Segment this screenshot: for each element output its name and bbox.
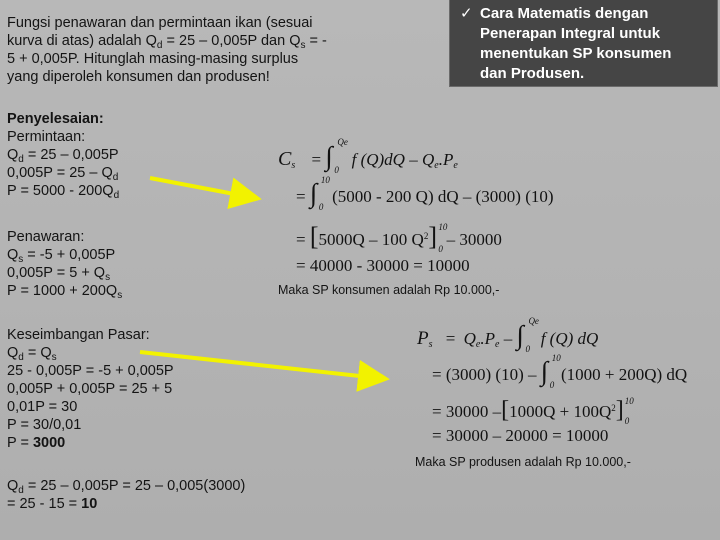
intro-line-2c: = - [305,33,327,49]
equilibrium-line-6: P = 3000 [7,435,66,451]
equilibrium-line-2: 25 - 0,005P = -5 + 0,005P [7,363,174,379]
intro-line-2b: = 25 – 0,005P dan Q [162,33,301,49]
arrow-consumer-icon [150,178,250,197]
intro-line-3: 5 + 0,005P. Hitunglah masing-masing surplus [7,51,299,67]
producer-row-3: = 30000 $-[1000Q + 100Q^2]$ 10 0 [432,396,634,426]
equilibrium-line-5: P = 30/0,01 [7,417,82,433]
supply-line-2: $0,005P = 5 + Q_s$ [7,265,111,283]
method-title-line-3: menentukan SP konsumen [480,45,672,62]
consumer-row-4: = 40000 - 30000 = 10000 [296,256,470,275]
equilibrium-label: Keseimbangan Pasar: [7,327,150,343]
demand-line-3: $P = 5000 - 200Q_d$ [7,183,120,201]
intro-sub-d: d [156,40,163,51]
producer-row-1: $P_s = Q_e.P_e$ – ∫ Qe 0 f (Q) dQ [417,316,599,354]
demand-line-2: $0,005P = 25 - Q_d$ [7,165,119,183]
intro-sub-s: s [300,40,306,51]
equilibrium-line-3: 0,005P + 0,005P = 25 + 5 [7,381,173,397]
producer-row-2: = (3000) (10) – ∫ 10 0 (1000 + 200Q) dQ [432,353,688,390]
equilibrium-line-4: 0,01P = 30 [7,399,78,415]
consumer-surplus-result: Maka SP konsumen adalah Rp 10.000,- [278,283,500,297]
arrow-producer-icon [140,352,378,378]
supply-line-1: $Q_s = -5 + 0,005P$ [7,247,116,265]
consumer-row-1: $C_s$ = ∫ Qe 0 f $(Q)dQ - Q_e.P_e$ [278,137,458,175]
consumer-row-3: = [5000Q – 100 $Q^2$] 10 0 – 30000 [296,222,502,254]
qd-line-1: $Q_d = 25 - 0,005P = 25 - 0,005(3000)$ [7,478,246,496]
consumer-row-2: = ∫ 10 0 (5000 - 200 Q) dQ – (3000) (10) [296,175,554,212]
producer-row-4: = 30000 – 20000 = 10000 [432,426,609,445]
demand-label: Permintaan: [7,129,86,145]
producer-surplus-result: Maka SP produsen adalah Rp 10.000,- [415,455,631,469]
checkmark-icon: ✓ [460,5,473,22]
supply-label: Penawaran: [7,229,85,245]
solution-heading: Penyelesaian: [7,111,104,127]
method-title-line-2: Penerapan Integral untuk [480,25,661,42]
demand-line-1: $Q_d = 25 - 0,005P$ [7,147,119,165]
intro-line-1: Fungsi penawaran dan permintaan ikan (sesuai [7,15,313,31]
supply-line-3: $P = 1000 + 200Q_s$ [7,283,123,301]
intro-line-2a: kurva di atas) adalah Q [7,33,157,49]
method-title-line-4: dan Produsen. [480,65,585,82]
equilibrium-line-1: $Q_d = Q_s$ [7,345,57,363]
qd-line-2: = 25 - 15 = 10 [7,496,98,512]
intro-line-4: yang diperoleh konsumen dan produsen! [7,69,270,85]
method-title-line-1: Cara Matematis dengan [480,5,649,22]
